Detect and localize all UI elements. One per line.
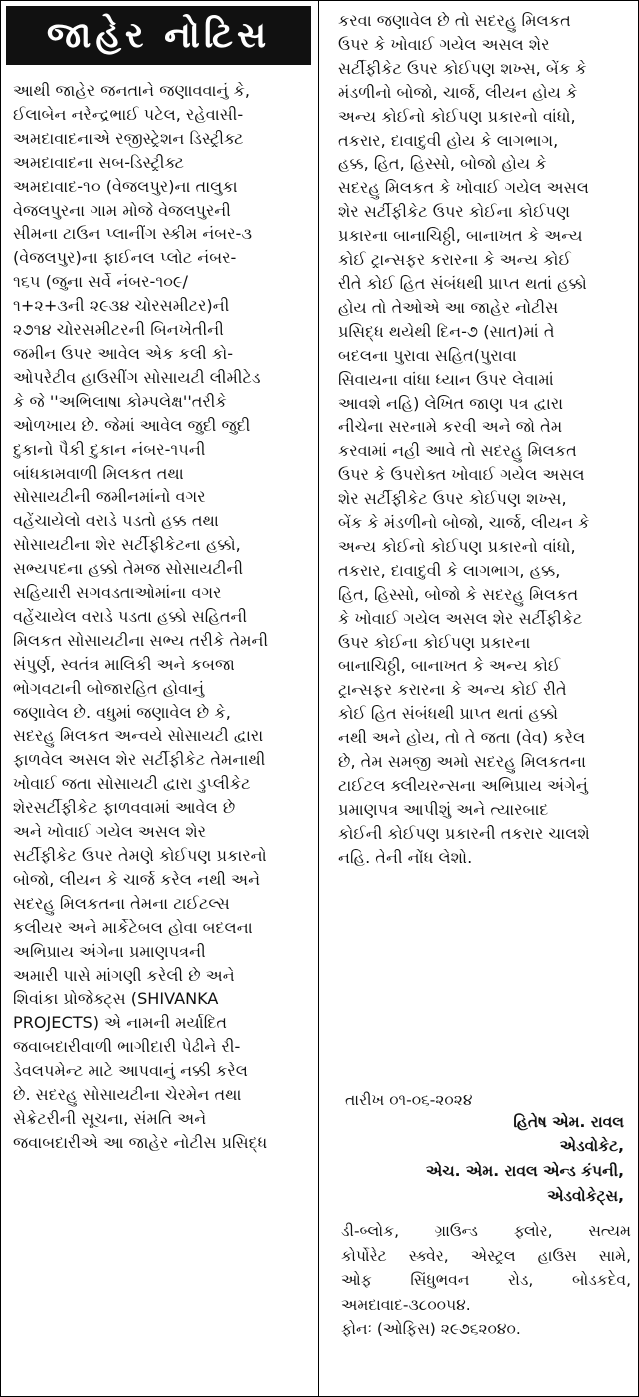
notice-text-line: હોય તો તેઓએ આ જાહેર નોટીસ [338,297,559,317]
notice-text-line: તકરાર, દાવાદુવી હોય કે લાગભાગ, [338,130,559,150]
notice-text-line: અમદાવાદના સબ-ડિસ્ટ્રીક્ટ [13,152,184,172]
notice-text-line: ઓપરેટીવ હાઉસીંગ સોસાયટી લીમીટેડ [13,367,261,387]
notice-body-right [338,9,629,870]
notice-text-line: જવાબદારીવાળી ભાગીદારી પેઢીને રી- [13,1037,241,1057]
address-line: ડી-બ્લોક, ગ્રાઉન્ડ ફ્લોર, સત્યમ [341,1222,631,1240]
notice-text-line: પ્રકારના બાનાચિઠ્ઠી, બાનાખત કે અન્ય [338,226,583,246]
notice-text-line: બોજો, લીયન કે ચાર્જ કરેલ નથી અને [13,869,261,889]
notice-date: તારીખ ૦૧-૦૬-૨૦૨૪ [345,1091,473,1109]
notice-text-line: સહિયારી સગવડતાઓમાંના વગર [13,583,222,603]
notice-text-line: તકરાર, દાવાદુવી કે લાગભાગ, હક્ક, [338,560,561,580]
notice-text-line: શેર સર્ટીફીકેટ ઉપર કોઈપણ શખ્સ, [338,489,567,509]
notice-text-line: જણાવેલ છે. વધુમાં જણાવેલ છે કે, [13,702,231,722]
signatory-title: એડવોકેટ, [559,1137,624,1155]
firm-name: એચ. એમ. રાવલ એન્ડ કંપની, [425,1162,624,1180]
notice-text-line: છે, તેમ સમજી અમો સદરહુ મિલકતના [338,752,586,772]
firm-address [341,1219,631,1342]
notice-text-line: સેક્રેટરીની સૂચના, સંમતિ અને [13,1108,207,1128]
address-line: ઓફ સિંધુભવન રોડ, બોડકદેવ, [341,1271,631,1289]
notice-text-line: ટ્રાન્સફર કરારના કે અન્ય કોઈ રીતે [338,680,567,700]
notice-text-line: સંપુર્ણ, સ્વતંત્ર માલિકી અને કબજા [13,654,235,674]
notice-text-line: સદરહુ મિલકતના તેમના ટાઈટલ્સ [13,893,230,913]
notice-text-line: આવશે નહિ) લેખિત જાણ પત્ર દ્વારા [338,393,564,413]
notice-text-line: અમારી પાસે માંગણી કરેલી છે અને [13,965,235,985]
notice-text-line: હક્ક, હિત, હિસ્સો, બોજો હોય કે [338,154,547,174]
address-line: અમદાવાદ-૩૮૦૦૫૪. [341,1295,471,1314]
notice-text-line: અમદાવાદનાએ રજીસ્ટ્રેશન ડિસ્ટ્રીક્ટ [13,128,244,148]
notice-title: જાહેર નોટિસ [6,6,311,65]
notice-text-line: બદલના પુરાવા સહિત(પુરાવા [338,345,517,365]
notice-text-line: સદરહુ મિલકત કે ખોવાઈ ગયેલ અસલ [338,178,589,198]
notice-text-line: સિવાયના વાંધા ધ્યાન ઉપર લેવામાં [338,369,554,389]
notice-text-line: વહેંચાયેલો વરાડે પડતો હક્ક તથા [13,511,219,531]
notice-text-line: ૧+૨+૩ની ૨૯૩૪ ચોરસમીટર)ની [13,296,230,316]
notice-text-line: કે જે ''અભિલાષા કોમ્પલેક્ષ''તરીકે [13,391,227,411]
notice-text-line: ઓળખાય છે. જેમાં આવેલ જુદી જુદી [13,415,251,435]
notice-text-line: મિલકત સોસાયટીના સભ્ય તરીકે તેમની [13,630,269,650]
notice-text-line: ૨૭૧૪ ચોરસમીટરની બિનખેતીની [13,320,224,340]
notice-text-line: શેરસર્ટીફીકેટ ફાળવવામાં આવેલ છે [13,798,236,818]
notice-text-line: સોસાયટીની જમીનમાંનો વગર [13,487,206,507]
notice-text-line: ટાઈટલ ક્લીયરન્સના અભિપ્રાય અંગેનું [338,776,588,795]
notice-text-line: વહેંચાયેલ વરાડે પડતા હક્કો સહિતની [13,606,248,626]
notice-text-line: કોઈની કોઈપણ પ્રકારની તકરાર ચાલશે [338,823,590,843]
address-line: કોર્પોરેટ સ્ક્વેર, એસ્ટ્રલ હાઉસ સામે, [341,1246,631,1265]
notice-text-line: મંડળીનો બોજો, ચાર્જ, લીયન હોય કે [338,82,578,102]
notice-text-line: જવાબદારીએ આ જાહેર નોટીસ પ્રસિદ્ધ [13,1132,268,1152]
notice-text-line: આથી જાહેર જનતાને જણાવવાનું કે, [13,81,251,100]
notice-text-line: કોઈ હિત સંબંધથી પ્રાપ્ત થતાં હક્કો [338,704,559,724]
notice-text-line: પ્રમાણપત્ર આપીશું અને ત્યારબાદ [338,799,549,819]
notice-text-line: અને ખોવાઈ ગયેલ અસલ શેર [13,822,207,842]
notice-text-line: છે. સદરહુ સોસાયટીના ચેરમેન તથા [13,1085,242,1105]
notice-text-line: અન્ય કોઈનો કોઈપણ પ્રકારનો વાંધો, [338,106,576,126]
notice-text-line: અમદાવાદ-૧૦ (વેજલપુર)ના તાલુકા [13,176,238,196]
notice-text-line: અભિપ્રાય અંગેના પ્રમાણપત્રની [13,941,206,961]
notice-text-line: કરવામાં નહી આવે તો સદરહુ મિલકત [338,441,577,461]
notice-text-line: ઉપર કે ઉપરોક્ત ખોવાઈ ગયેલ અસલ [338,465,585,485]
notice-text-line: ડેવલપમેન્ટ માટે આપવાનું નક્કી કરેલ [13,1061,248,1081]
signatory-name: હિતેષ એમ. રાવલ [513,1113,624,1131]
notice-text-line: PROJECTS) એ નામની મર્યાદિત [13,1013,228,1033]
notice-text-line: નથી અને હોય, તો તે જતા (વેવ) કરેલ [338,728,586,748]
notice-text-line: પ્રસિદ્ધ થયેથી દિન-૭ (સાત)માં તે [338,321,555,341]
notice-text-line: સીમના ટાઉન પ્લાનીંગ સ્કીમ નંબર-૩ [13,224,253,244]
notice-text-line: ૧૬૫ (જુના સર્વે નંબર-૧૦૯/ [13,272,188,292]
notice-text-line: અન્ય કોઈનો કોઈપણ પ્રકારનો વાંધો, [338,536,576,556]
notice-text-line: સર્ટીફીકેટ ઉપર કોઈપણ શખ્સ, બેંક કે [338,58,587,78]
notice-text-line: બાનાચિઠ્ઠી, બાનાખત કે અન્ય કોઈ [338,656,561,676]
notice-text-line: સર્ટીફીકેટ ઉપર તેમણે કોઈપણ પ્રકારનો [13,846,267,865]
notice-text-line: ફાળવેલ અસલ શેર સર્ટીફીકેટ તેમનાથી [13,750,266,770]
notice-text-line: (વેજલપુર)ના ફાઈનલ પ્લોટ નંબર- [13,248,237,268]
notice-text-line: હિત, હિસ્સો, બોજો કે સદરહુ મિલકત [338,584,579,604]
notice-text-line: શેર સર્ટીફીકેટ ઉપર કોઈના કોઈપણ [338,202,570,222]
notice-text-line: ભોગવટાની બોજારહિત હોવાનું [13,678,205,698]
notice-text-line: ખોવાઈ જતા સોસાયટી દ્વારા ડુપ્લીકેટ [13,774,251,794]
notice-text-line: નહિ. તેની નોંધ લેશો. [338,847,473,867]
notice-text-line: જમીન ઉપર આવેલ એક કલી કો- [13,343,234,363]
notice-text-line: બેંક કે મંડળીનો બોજો, ચાર્જ, લીયન કે [338,513,590,533]
notice-body-left [13,79,307,1155]
firm-title: એડવોકેટ્સ, [547,1187,624,1205]
notice-text-line: સદરહુ મિલકત અન્વયે સોસાયટી દ્વારા [13,726,264,746]
notice-text-line: ઉપર કોઈના કોઈપણ પ્રકારના [338,632,531,652]
notice-text-line: કે ખોવાઈ ગયેલ અસલ શેર સર્ટીફીકેટ [338,608,583,628]
notice-text-line: દુકાનો પૈકી દુકાન નંબર-૧૫ની [13,439,206,459]
address-line: ફોનઃ (ઓફિસ) ૨૯૭૬૨૦૪૦. [341,1320,521,1338]
notice-text-line: ઉપર કે ખોવાઈ ગયેલ અસલ શેર [338,34,550,54]
notice-text-line: કલીયર અને માર્કેટેબલ હોવા બદલના [13,917,253,937]
notice-text-line: સભ્યપદના હક્કો તેમજ સોસાયટીની [13,559,244,579]
left-column [1,1,319,1396]
notice-text-line: ઈલાબેન નરેન્દ્રભાઈ પટેલ, રહેવાસી- [13,104,244,124]
notice-text-line: નીચેના સરનામે કરવી અને જો તેમ [338,417,563,437]
notice-text-line: કોઈ ટ્રાન્સફર કરારના કે અન્ય કોઈ [338,250,571,270]
notice-text-line: શિવાંકા પ્રોજેક્ટ્સ (SHIVANKA [13,989,219,1009]
notice-text-line: બાંધકામવાળી મિલકત તથા [13,463,184,483]
notice-text-line: સોસાયટીના શેર સર્ટીફીકેટના હક્કો, [13,535,241,555]
notice-text-line: રીતે કોઈ હિત સંબંધથી પ્રાપ્ત થતાં હક્કો [338,273,587,293]
notice-text-line: વેજલપુરના ગામ મોજે વેજલપુરની [13,200,231,220]
notice-text-line: કરવા જણાવેલ છે તો સદરહુ મિલકત [338,11,571,30]
